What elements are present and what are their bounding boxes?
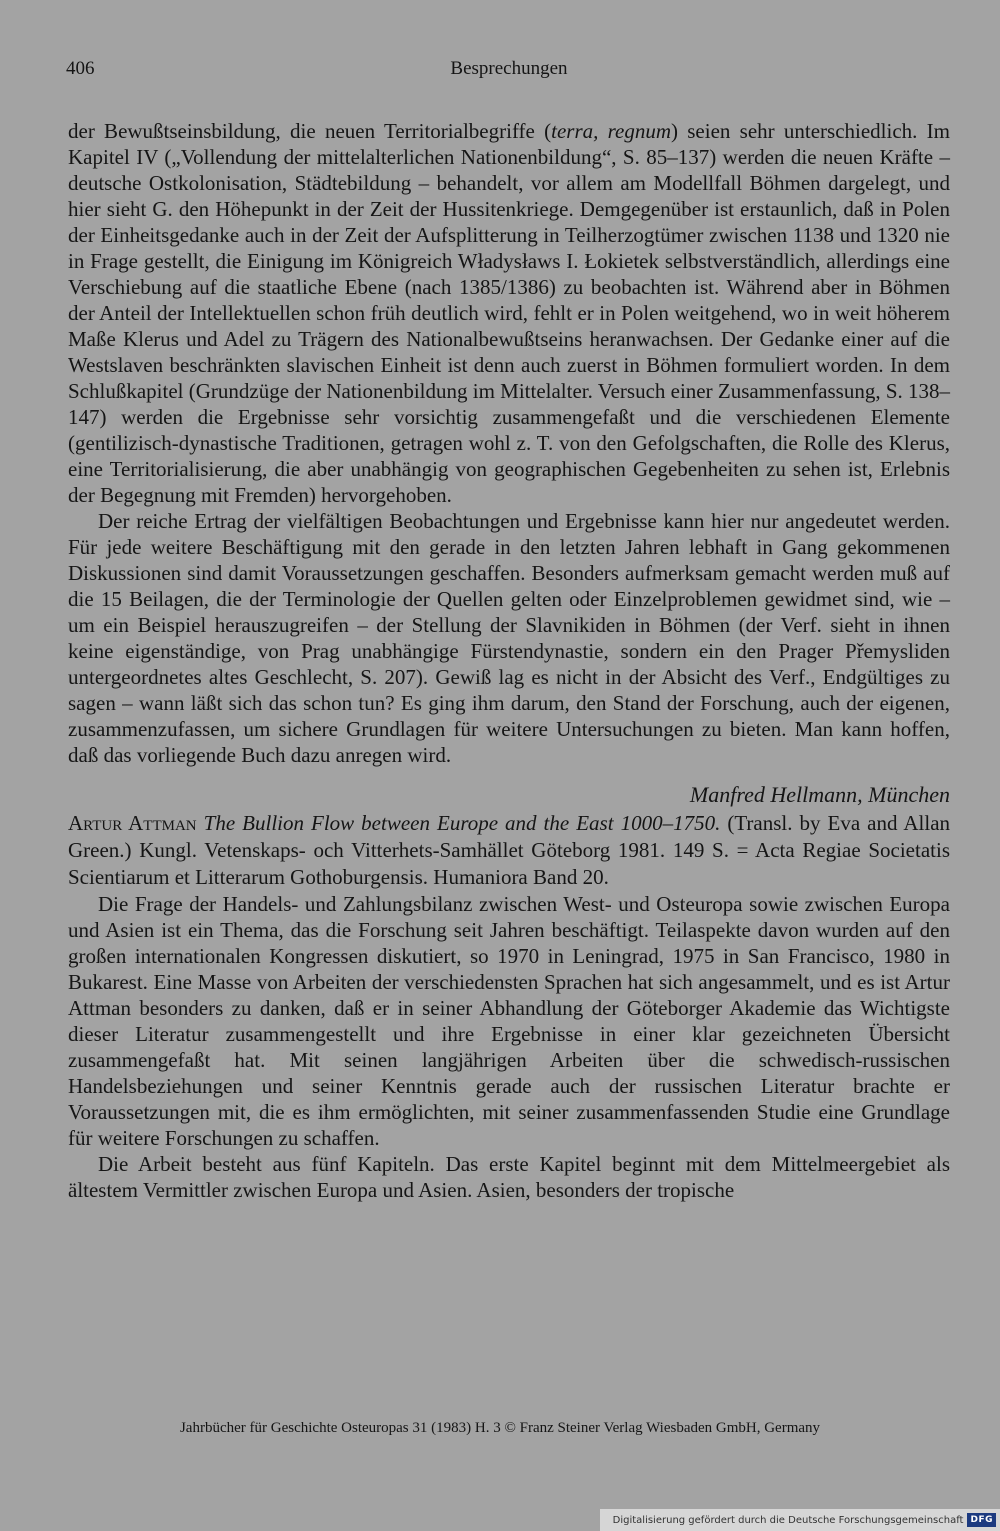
page-number: 406 — [66, 58, 95, 79]
text-run: ) seien sehr unterschiedlich. Im Kapitel IV („Vollendung der mittelalterlichen Nationenbildung“, S. 85–137) werden die neuen Kräfte – deutsche Ostkolonisation, Städtebildung – behandelt, vor allem am Modellfall Böhmen dargelegt, und hier sieht G. den Höhepunkt in der Zeit der Hussitenkriege. Demgegenüber ist erstaunlich, daß in Polen der Einheitsgedanke auch in der Zeit der Aufsplitterung in Teilherzogtümer zwischen 1138 und 1320 nie in Frage gestellt, die Einigung im Königreich Władysławs I. Łokietek selbstverständlich, allerdings eine Verschiebung auf die staatliche Ebene (nach 1385/1386) zu beobachten ist. Während aber in Böhmen der Anteil der Intellektuellen schon früh deutlich wird, fehlt er in Polen weitgehend, wo in weit höherem Maße Klerus und Adel zu Trägern des Nationalbewußtseins heranwachsen. Der Gedanke einer auf die Westslaven beschränkten slavischen Einheit ist denn auch zuerst in Böhmen formuliert worden. In dem Schlußkapitel (Grundzüge der Nationenbildung im Mittelalter. Versuch einer Zusammenfassung, S. 138–147) werden die Ergebnisse sehr vorsichtig zusammengefaßt und die verschiedenen Elemente (gentilizisch-dynastische Traditionen, getragen wohl z. T. von den Gefolgschaften, die Rolle des Klerus, eine Territorialisierung, die aber unabhängig von geographischen Gegebenheiten zu sehen ist, Erlebnis der Begegnung mit Fremden) hervorgehoben. — [68, 119, 951, 507]
page-body — [68, 118, 950, 1203]
review-signature: Manfred Hellmann, München — [689, 782, 950, 807]
paragraph-continuation-2: Der reiche Ertrag der vielfältigen Beobachtungen und Ergebnisse kann hier nur angedeutet werden. Für jede weitere Beschäftigung mit den gerade in den letzten Jahren lebhaft in Gang gekommenen Diskussionen sind damit Voraussetzungen geschaffen. Besonders aufmerksam gemacht werden muß auf die 15 Beilagen, die der Terminologie der Quellen gelten oder Einzelproblemen gewidmet sind, wie – um ein Beispiel herauszugreifen – der Stellung der Slavnikiden in Böhmen (der Verf. sieht in ihnen keine eigenständige, von Prag unabhängige Fürstendynastie, sondern ein den Prager Přemysliden untergeordnetes altes Geschlecht, S. 207). Gewiß lag es nicht in der Absicht des Verf., Endgültiges zu sagen – wann läßt sich das schon tun? Es ging ihm darum, den Stand der Forschung, auch der eigenen, zusammenzufassen, um sichere Grundlagen für weitere Untersuchungen zu bieten. Man kann hoffen, daß das vorliegende Buch dazu anregen wird. — [68, 509, 950, 767]
paragraph-continuation-1 — [68, 118, 950, 508]
review-paragraph-1: Die Frage der Handels- und Zahlungsbilanz zwischen West- und Osteuropa sowie zwischen Europa und Asien ist ein Thema, das die Forschung seit Jahren beschäftigt. Teilaspekte davon wurden auf den großen internationalen Kongressen diskutiert, so 1970 in Leningrad, 1975 in San Francisco, 1980 in Bukarest. Eine Masse von Arbeiten der verschiedensten Sprachen hat sich angesammelt, und es ist Artur Attman besonders zu danken, daß er in seiner Abhandlung der Göteborger Akademie das Wichtigste dieser Literatur zusammengestellt und ihre Ergebnisse in einer klar gezeichneten Übersicht zusammengefaßt hat. Mit seinen langjährigen Arbeiten über die schwedisch-russischen Handelsbeziehungen und seiner Kenntnis gerade auch der russischen Literatur brachte er Voraussetzungen mit, die es ihm ermöglichten, mit seiner zusammenfassenden Studie eine Grundlage für weitere Forschungen zu schaffen. — [68, 892, 950, 1150]
page-header — [66, 58, 952, 86]
dfg-funding-strip — [600, 1509, 1000, 1531]
journal-footer: Jahrbücher für Geschichte Osteuropas 31 (1983) H. 3 © Franz Steiner Verlag Wiesbaden GmbH, Germany — [179, 1420, 821, 1436]
review-bibliographic-details: (Transl. by Eva and Allan Green.) Kungl. Vetenskaps- och Vitterhets-Samhället Göteborg 1981. 149 S. = Acta Regiae Societatis Scientiarum et Litterarum Gothoburgensis. Humaniora Band 20. — [68, 811, 951, 889]
running-head: Besprechungen — [450, 58, 568, 79]
text-run: der Bewußtseinsbildung, die neuen Territorialbegriffe ( — [68, 119, 552, 143]
dfg-funding-text: Digitalisierung gefördert durch die Deutsche Forschungsgemeinschaft — [612, 1514, 964, 1526]
italic-text-run: terra, regnum — [551, 119, 672, 143]
review-bibliographic-heading — [68, 810, 950, 891]
dfg-logo-icon: DFG — [967, 1513, 996, 1527]
review-book-title: The Bullion Flow between Europe and the East 1000–1750. — [203, 811, 721, 835]
review-paragraph-2: Die Arbeit besteht aus fünf Kapiteln. Das erste Kapitel beginnt mit dem Mittelmeergebiet als ältestem Vermittler zwischen Europa und Asien. Asien, besonders der tropische — [68, 1152, 950, 1202]
review-book-author: Artur Attman — [68, 811, 197, 835]
